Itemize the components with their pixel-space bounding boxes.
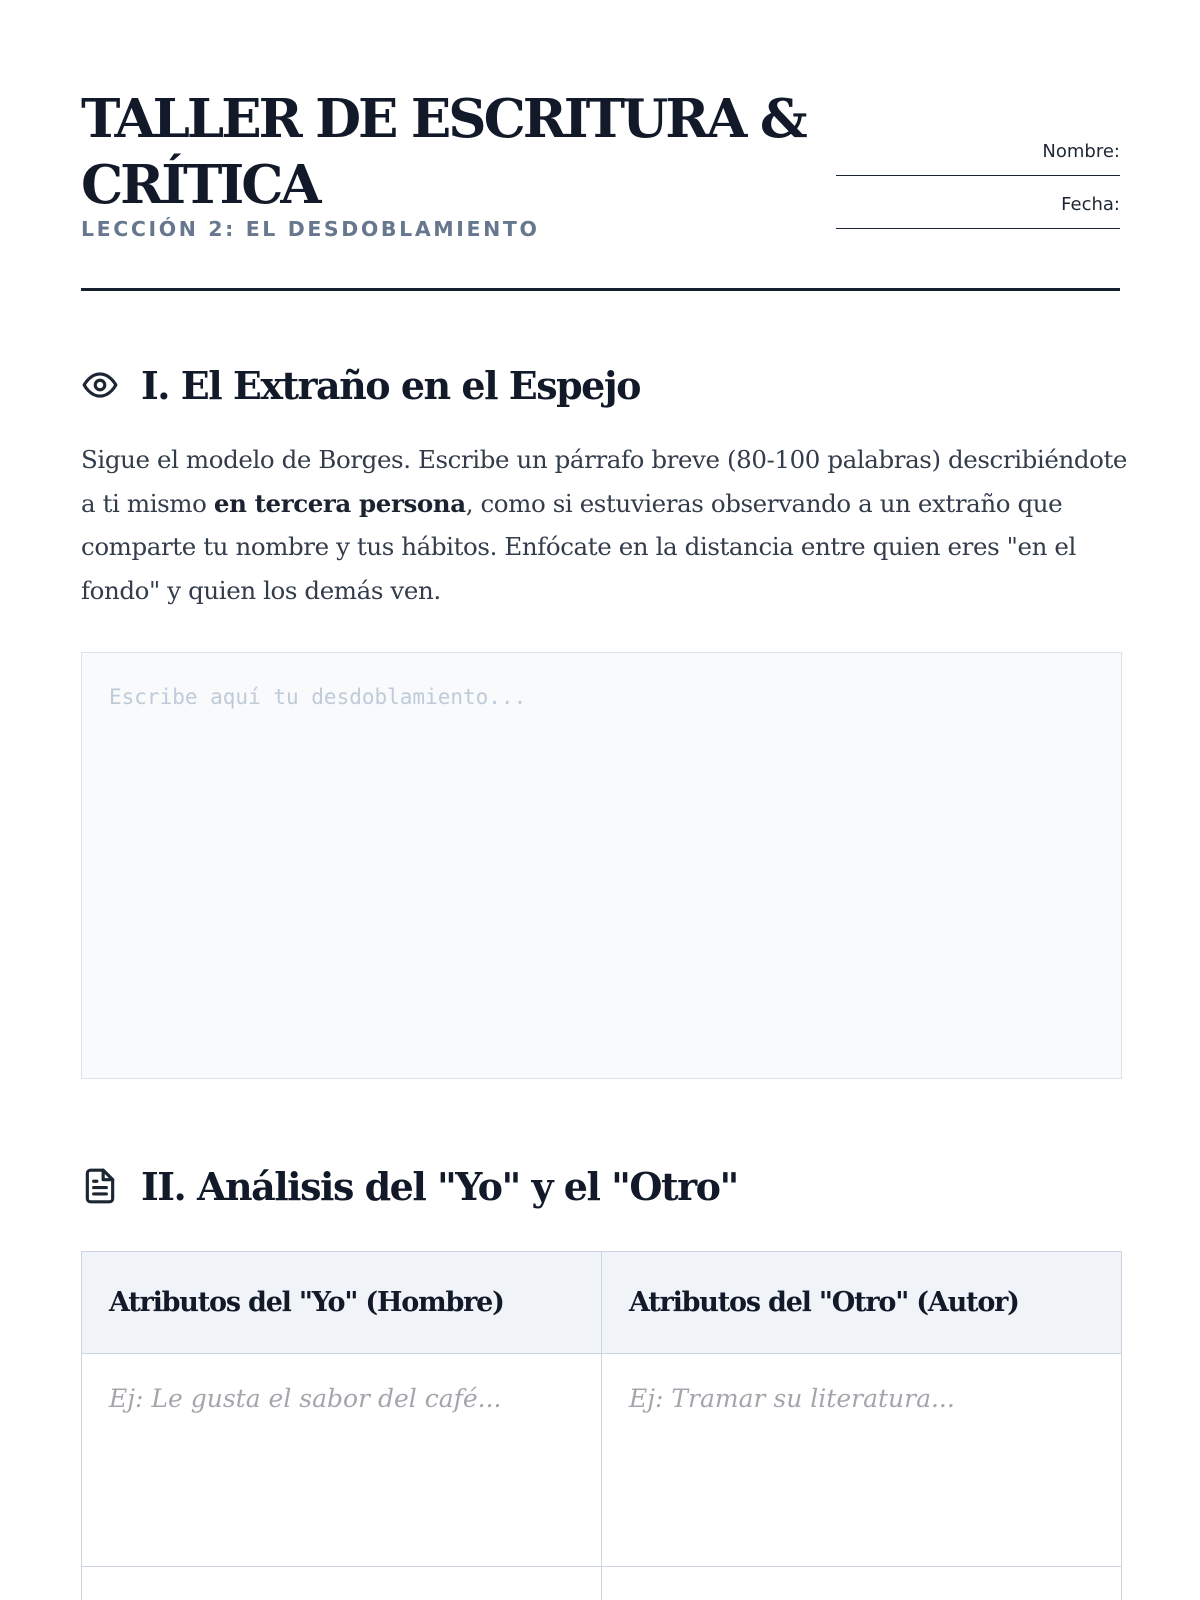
otro-cell <box>602 1567 1122 1600</box>
date-label: Fecha: <box>1061 194 1120 215</box>
instructions-emphasis: en tercera persona <box>213 488 466 518</box>
yo-attributes-input[interactable] <box>82 1354 601 1566</box>
worksheet-header <box>81 86 1120 291</box>
name-underline[interactable] <box>836 175 1120 176</box>
otro-column-header: Atributos del "Otro" (Autor) <box>602 1252 1122 1354</box>
table-row <box>82 1354 1122 1567</box>
table-header-row <box>82 1252 1122 1354</box>
instructions-text-2: , como si estuvieras observando a un extraño que comparte tu nombre y tus hábitos. Enfócate en la distancia entre quien eres "en el fondo" y quien los demás ven. <box>81 488 1076 605</box>
yo-cell <box>82 1354 602 1567</box>
yo-attributes-input-2[interactable] <box>82 1567 601 1600</box>
yo-cell <box>82 1567 602 1600</box>
otro-cell <box>602 1354 1122 1567</box>
otro-attributes-input-2[interactable] <box>602 1567 1121 1600</box>
section-1-title: I. El Extraño en el Espejo <box>141 362 640 408</box>
name-field[interactable] <box>836 139 1120 176</box>
date-field[interactable] <box>836 192 1120 229</box>
instructions-text-1: Sigue el modelo de Borges. Escribe un párrafo breve (80-100 palabras) describiéndote a ti mismo <box>81 445 1128 518</box>
date-underline[interactable] <box>836 228 1120 229</box>
section-2-title: II. Análisis del "Yo" y el "Otro" <box>141 1163 738 1209</box>
section-1-instructions <box>81 438 1131 612</box>
worksheet-title: TALLER DE ESCRITURA & CRÍTICA <box>81 88 805 216</box>
yo-otro-table <box>81 1251 1122 1600</box>
desdoblamiento-textarea[interactable] <box>81 652 1122 1079</box>
lesson-subtitle: LECCIÓN 2: EL DESDOBLAMIENTO <box>81 217 540 241</box>
table-row <box>82 1567 1122 1600</box>
section-1-heading <box>81 360 640 410</box>
document-icon <box>81 1167 119 1205</box>
eye-icon <box>81 366 119 404</box>
section-2-heading <box>81 1161 738 1211</box>
yo-column-header: Atributos del "Yo" (Hombre) <box>82 1252 602 1354</box>
name-label: Nombre: <box>1042 141 1120 162</box>
otro-attributes-input[interactable] <box>602 1354 1121 1566</box>
